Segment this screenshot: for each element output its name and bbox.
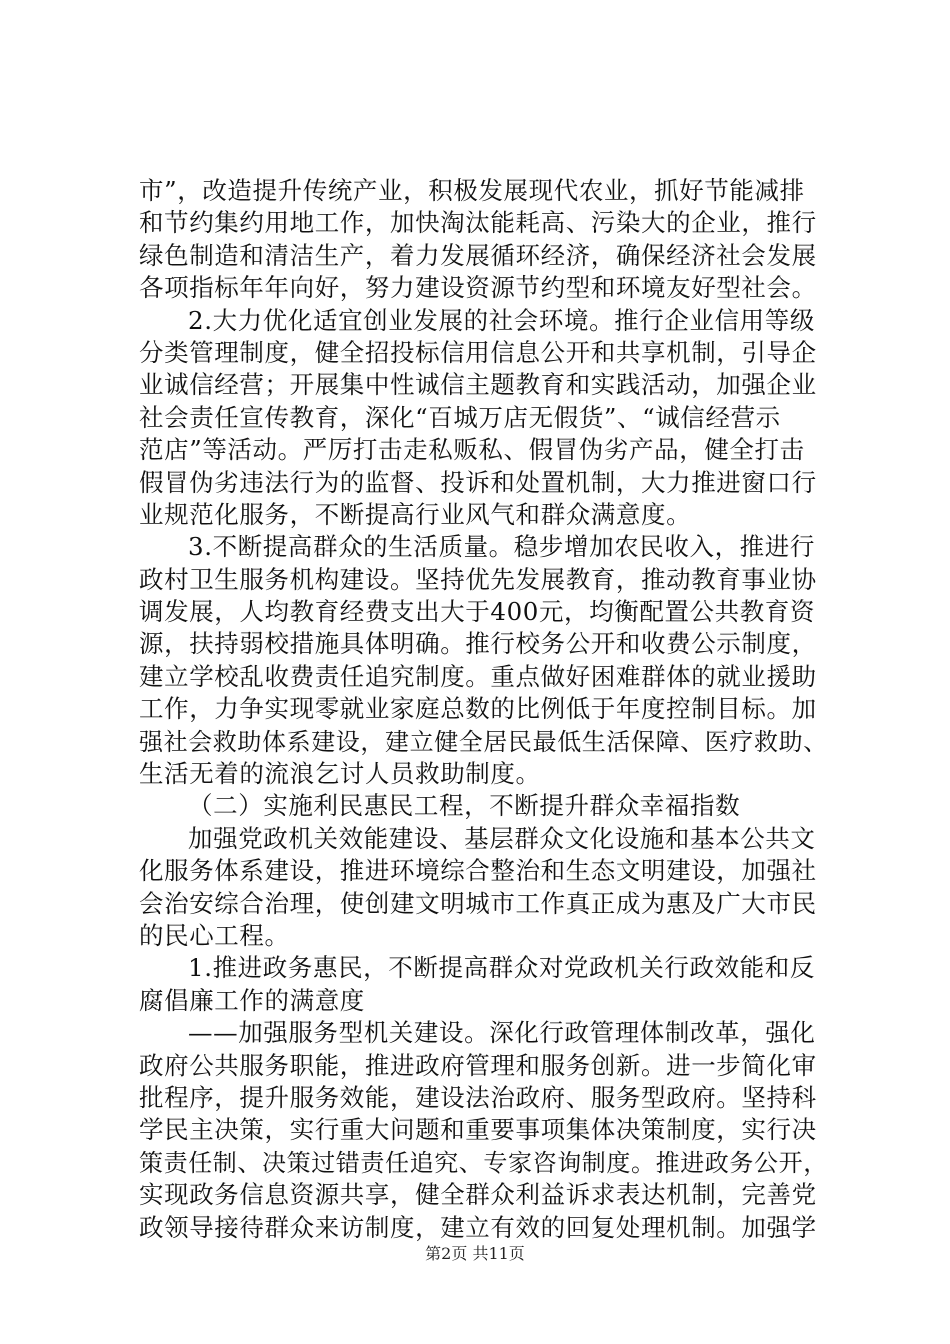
text-line: 3.不断提高群众的生活质量。稳步增加农民收入，推进行 [188, 532, 815, 562]
text-line: （二）实施利民惠民工程，不断提升群众幸福指数 [188, 791, 741, 821]
text-line: 批程序，提升服务效能，建设法治政府、服务型政府。坚持科 [139, 1082, 817, 1112]
text-line: 政府公共服务职能，推进政府管理和服务创新。进一步简化审 [139, 1050, 817, 1080]
text-line: 建立学校乱收费责任追究制度。重点做好困难群体的就业援助 [139, 661, 817, 691]
text-line: 源，扶持弱校措施具体明确。推行校务公开和收费公示制度， [139, 629, 817, 659]
body-text [139, 175, 829, 1244]
text-line: 调发展，人均教育经费支出大于400元，均衡配置公共教育资 [139, 597, 816, 627]
text-line: 生活无着的流浪乞讨人员救助制度。 [139, 759, 541, 789]
text-line: 加强党政机关效能建设、基层群众文化设施和基本公共文 [188, 823, 816, 853]
text-line: 工作，力争实现零就业家庭总数的比例低于年度控制目标。加 [139, 694, 817, 724]
text-line: 范店”等活动。严厉打击走私贩私、假冒伪劣产品，健全打击 [139, 435, 805, 465]
text-line: 社会责任宣传教育，深化“百城万店无假货”、“诚信经营示 [139, 402, 781, 432]
text-line: 假冒伪劣违法行为的监督、投诉和处置机制，大力推进窗口行 [139, 467, 817, 497]
text-line: 政领导接待群众来访制度，建立有效的回复处理机制。加强学 [139, 1212, 817, 1242]
text-line: 市”，改造提升传统产业，积极发展现代农业，抓好节能减排 [139, 176, 805, 205]
text-line: 1.推进政务惠民，不断提高群众对党政机关行政效能和反 [188, 953, 815, 983]
text-line: 腐倡廉工作的满意度 [139, 985, 365, 1015]
text-line: 各项指标年年向好，努力建设资源节约型和环境友好型社会。 [139, 273, 817, 303]
text-line: 会治安综合治理，使创建文明城市工作真正成为惠及广大市民 [139, 888, 817, 918]
text-line: 分类管理制度，健全招投标信用信息公开和共享机制，引导企 [139, 337, 817, 367]
text-line: 业规范化服务，不断提高行业风气和群众满意度。 [139, 499, 692, 529]
text-line: 化服务体系建设，推进环境综合整治和生态文明建设，加强社 [139, 856, 817, 886]
text-line: ——加强服务型机关建设。深化行政管理体制改革，强化 [188, 1018, 816, 1048]
text-line: 政村卫生服务机构建设。坚持优先发展教育，推动教育事业协 [139, 564, 817, 594]
text-line: 和节约集约用地工作，加快淘汰能耗高、污染大的企业，推行 [139, 208, 817, 238]
page-footer: 第2页 共11页 [425, 1244, 525, 1263]
text-line: 策责任制、决策过错责任追究、专家咨询制度。推进政务公开， [139, 1148, 828, 1177]
text-line: 绿色制造和清洁生产，着力发展循环经济，确保经济社会发展 [139, 240, 817, 270]
text-line: 学民主决策，实行重大问题和重要事项集体决策制度，实行决 [139, 1115, 817, 1145]
text-line: 强社会救助体系建设，建立健全居民最低生活保障、医疗救助、 [139, 727, 828, 756]
text-line: 2.大力优化适宜创业发展的社会环境。推行企业信用等级 [188, 305, 815, 335]
text-line: 的民心工程。 [139, 920, 290, 950]
text-line: 实现政务信息资源共享，健全群众利益诉求表达机制，完善党 [139, 1180, 817, 1210]
text-line: 业诚信经营；开展集中性诚信主题教育和实践活动，加强企业 [139, 370, 817, 400]
